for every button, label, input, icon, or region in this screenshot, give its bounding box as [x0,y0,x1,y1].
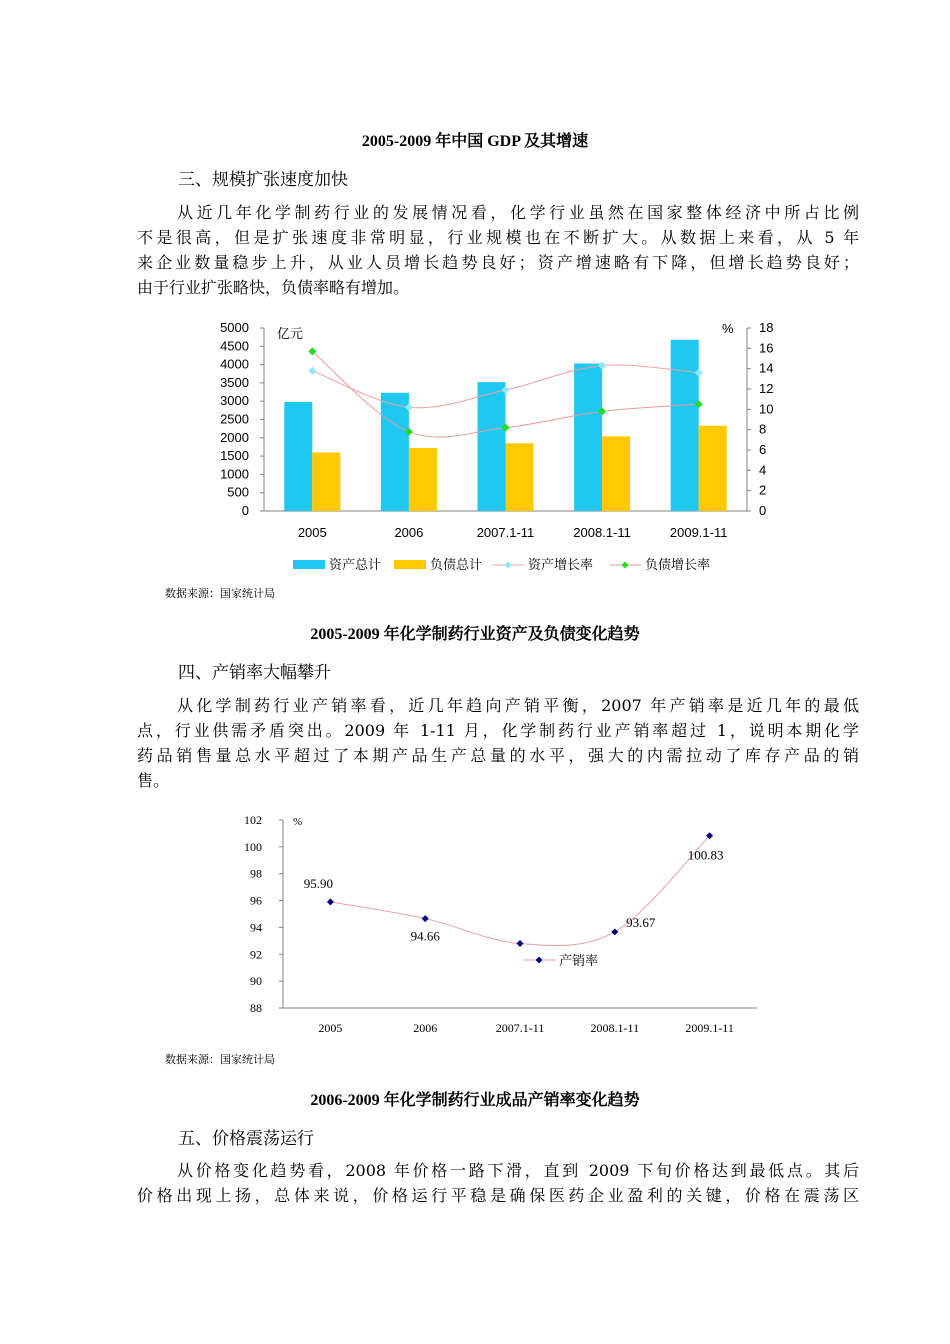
x-tick-label: 2008.1-11 [573,525,631,540]
y-tick-label: 3500 [220,374,249,390]
paragraph-line: 从价格变化趋势看，2008 年价格一路下滑，直到 2009 下旬价格达到最低点。其后 [177,1161,859,1180]
y-tick-label: 96 [250,893,262,908]
paragraph-line: 不是很高，但是扩张速度非常明显，行业规模也在不断扩大。从数据上来看，从 5 年 [137,228,859,247]
y-tick-label: 4500 [220,338,249,354]
y2-tick-label: 2 [759,482,767,498]
y-tick-label: 102 [244,813,262,827]
legend-label: 资产增长率 [528,557,594,572]
section-heading-sales-ratio: 四、产销率大幅攀升 [178,663,331,683]
data-point [611,928,618,935]
sales-chart-caption: 2006-2009 年化学制药行业成品产销率变化趋势 [310,1092,640,1109]
data-point [517,940,524,947]
assets-chart-caption: 2005-2009 年化学制药行业资产及负债变化趋势 [310,626,640,643]
legend-label: 负债增长率 [645,557,711,572]
bar-assets [381,393,409,511]
data-source-note: 数据来源：国家统计局 [165,587,275,600]
bar-assets [574,364,602,511]
y-tick-label: 88 [250,1001,262,1015]
bar-assets [284,402,312,511]
data-label: 100.83 [687,847,724,863]
y2-tick-label: 10 [759,401,774,417]
data-label: 95.90 [303,875,334,891]
bar-assets [478,382,506,511]
bar-liabilities [312,452,340,511]
y-tick-label: 2500 [220,411,249,427]
legend-label: 负债总计 [430,557,483,572]
section-heading-price: 五、价格震荡运行 [178,1129,314,1149]
x-tick-label: 2007.1-11 [495,1021,545,1035]
y-tick-label: 1000 [220,466,249,482]
paragraph-line: 来企业数量稳步上升，从业人员增长趋势良好；资产增速略有下降，但增长趋势良好； [137,253,859,272]
x-tick-label: 2005 [318,1021,343,1035]
right-axis-unit: % [722,321,734,336]
y-tick-label: 4000 [220,356,249,372]
data-label: 93.67 [626,914,656,930]
y-tick-label: 92 [250,947,262,962]
x-tick-label: 2007.1-11 [476,525,535,540]
line-marker [308,367,316,375]
paragraph-price [137,1158,859,1208]
x-tick-label: 2008.1-11 [590,1021,640,1035]
legend-swatch [293,560,325,569]
legend-label: 资产总计 [329,557,382,572]
y2-tick-label: 8 [759,421,767,437]
paragraph-line: 点，行业供需矛盾突出。2009 年 1-11 月，化学制药行业产销率超过 1，说明本期化学 [137,721,859,740]
sales-ratio-chart [0,805,950,1045]
paragraph-line: 从近几年化学制药行业的发展情况看，化学行业虽然在国家整体经济中所占比例 [177,203,859,222]
bar-assets [671,340,699,511]
paragraph-line: 售。 [137,771,170,790]
x-tick-label: 2006 [394,525,424,540]
y2-tick-label: 0 [759,503,767,518]
bar-liabilities [602,436,630,511]
bar-liabilities [409,448,437,511]
y-tick-label: 0 [241,503,249,518]
y2-tick-label: 6 [759,442,767,457]
paragraph-scale [137,200,859,300]
y-tick-label: 1500 [220,448,249,464]
y-tick-label: 98 [250,866,262,881]
y2-tick-label: 4 [759,462,767,478]
y2-tick-label: 12 [759,381,774,396]
legend-swatch [394,560,426,569]
section-heading-scale: 三、规模扩张速度加快 [178,170,348,190]
y2-tick-label: 18 [759,320,774,335]
legend-marker [505,562,512,569]
data-label: 94.66 [410,928,440,944]
x-tick-label: 2009.1-11 [685,1021,734,1035]
x-tick-label: 2009.1-11 [669,525,728,540]
y-tick-label: 3000 [220,393,249,409]
paragraph-sales-ratio [137,693,859,793]
left-axis-unit: 亿元 [277,326,304,341]
y-tick-label: 5000 [220,320,249,335]
paragraph-line: 从化学制药行业产销率看，近几年趋向产销平衡，2007 年产销率是近几年的最低 [177,696,859,715]
bar-liabilities [699,426,727,511]
data-source-note: 数据来源：国家统计局 [165,1053,275,1066]
paragraph-line: 价格出现上扬，总体来说，价格运行平稳是确保医药企业盈利的关键，价格在震荡区 [137,1186,859,1205]
legend-label: 产销率 [559,953,599,968]
y2-tick-label: 14 [759,360,774,376]
y-tick-label: 500 [227,484,249,500]
data-point [422,915,429,922]
y-tick-label: 2000 [220,429,249,445]
y-tick-label: 100 [244,839,262,854]
data-point [327,898,334,905]
gdp-chart-caption: 2005-2009 年中国 GDP 及其增速 [361,133,589,150]
bar-liabilities [506,443,534,511]
assets-liabilities-chart [0,315,950,580]
y-tick-label: 94 [250,920,262,935]
x-tick-label: 2006 [413,1021,438,1035]
y-axis-unit: % [293,816,303,828]
y-tick-label: 90 [250,974,262,989]
paragraph-line: 由于行业扩张略快，负债率略有增加。 [137,278,410,297]
x-tick-label: 2005 [297,525,327,540]
y2-tick-label: 16 [759,340,774,356]
legend-marker [536,957,543,964]
legend-marker [622,562,629,569]
paragraph-line: 药品销售量总水平超过了本期产品生产总量的水平，强大的内需拉动了库存产品的销 [137,746,859,765]
